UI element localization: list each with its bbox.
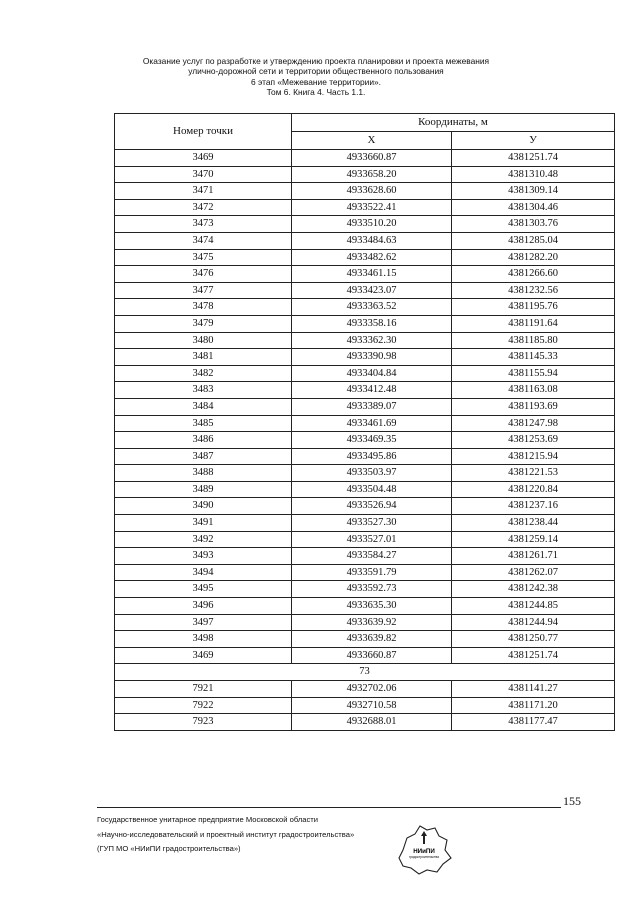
column-header-y: У <box>452 132 615 150</box>
point-number-cell: 3480 <box>115 332 292 349</box>
point-number-cell: 3483 <box>115 382 292 399</box>
logo-subtext: градостроительства <box>409 855 439 859</box>
point-number-cell: 7922 <box>115 697 292 714</box>
point-number-cell: 3472 <box>115 199 292 216</box>
x-coordinate-cell: 4933404.84 <box>292 365 452 382</box>
section-label: 73 <box>115 664 615 681</box>
point-number-cell: 3479 <box>115 315 292 332</box>
y-coordinate-cell: 4381163.08 <box>452 382 615 399</box>
table-body-contour-1 <box>115 150 615 664</box>
x-coordinate-cell: 4933484.63 <box>292 232 452 249</box>
header-line-3: 6 этап «Межевание территории». <box>251 76 381 87</box>
x-coordinate-cell: 4933592.73 <box>292 581 452 598</box>
x-coordinate-cell: 4933482.62 <box>292 249 452 266</box>
table-row <box>115 515 615 532</box>
coordinates-table <box>114 113 615 731</box>
point-number-cell: 3474 <box>115 232 292 249</box>
x-coordinate-cell: 4933423.07 <box>292 282 452 299</box>
table-row <box>115 531 615 548</box>
table-row <box>115 282 615 299</box>
section-row <box>115 664 615 681</box>
y-coordinate-cell: 4381193.69 <box>452 398 615 415</box>
column-header-x: X <box>292 132 452 150</box>
y-coordinate-cell: 4381250.77 <box>452 631 615 648</box>
x-coordinate-cell: 4933389.07 <box>292 398 452 415</box>
table-row <box>115 697 615 714</box>
x-coordinate-cell: 4933591.79 <box>292 564 452 581</box>
y-coordinate-cell: 4381253.69 <box>452 432 615 449</box>
point-number-cell: 3491 <box>115 515 292 532</box>
point-number-cell: 3476 <box>115 266 292 283</box>
point-number-cell: 3484 <box>115 398 292 415</box>
y-coordinate-cell: 4381232.56 <box>452 282 615 299</box>
table-row <box>115 249 615 266</box>
x-coordinate-cell: 4933522.41 <box>292 199 452 216</box>
point-number-cell: 3469 <box>115 150 292 167</box>
x-coordinate-cell: 4933503.97 <box>292 465 452 482</box>
point-number-cell: 3477 <box>115 282 292 299</box>
y-coordinate-cell: 4381259.14 <box>452 531 615 548</box>
table-row <box>115 581 615 598</box>
point-number-cell: 7921 <box>115 681 292 698</box>
y-coordinate-cell: 4381262.07 <box>452 564 615 581</box>
point-number-cell: 3471 <box>115 183 292 200</box>
point-number-cell: 3487 <box>115 448 292 465</box>
point-number-cell: 3496 <box>115 598 292 615</box>
table-row <box>115 631 615 648</box>
x-coordinate-cell: 4933412.48 <box>292 382 452 399</box>
point-number-cell: 3488 <box>115 465 292 482</box>
y-coordinate-cell: 4381171.20 <box>452 697 615 714</box>
y-coordinate-cell: 4381282.20 <box>452 249 615 266</box>
y-coordinate-cell: 4381244.94 <box>452 614 615 631</box>
point-number-cell: 3495 <box>115 581 292 598</box>
x-coordinate-cell: 4933660.87 <box>292 150 452 167</box>
table-row <box>115 150 615 167</box>
table-row <box>115 598 615 615</box>
y-coordinate-cell: 4381285.04 <box>452 232 615 249</box>
x-coordinate-cell: 4933639.92 <box>292 614 452 631</box>
x-coordinate-cell: 4933527.01 <box>292 531 452 548</box>
x-coordinate-cell: 4933628.60 <box>292 183 452 200</box>
footer-line-1: Государственное унитарное предприятие Московской области <box>97 815 319 824</box>
y-coordinate-cell: 4381304.46 <box>452 199 615 216</box>
x-coordinate-cell: 4932710.58 <box>292 697 452 714</box>
point-number-cell: 3492 <box>115 531 292 548</box>
point-number-cell: 3493 <box>115 548 292 565</box>
footer-line-2: «Научно-исследовательский и проектный институт градостроительства» <box>97 829 355 839</box>
y-coordinate-cell: 4381237.16 <box>452 498 615 515</box>
table-row <box>115 232 615 249</box>
table-row <box>115 481 615 498</box>
x-coordinate-cell: 4933526.94 <box>292 498 452 515</box>
point-number-cell: 3490 <box>115 498 292 515</box>
y-coordinate-cell: 4381261.71 <box>452 548 615 565</box>
y-coordinate-cell: 4381155.94 <box>452 365 615 382</box>
y-coordinate-cell: 4381145.33 <box>452 349 615 366</box>
table-row <box>115 315 615 332</box>
point-number-cell: 3498 <box>115 631 292 648</box>
table-row <box>115 398 615 415</box>
header-line-2: улично-дорожной сети и территории общественного пользования <box>188 66 444 77</box>
x-coordinate-cell: 4933527.30 <box>292 515 452 532</box>
logo-text: НИиПИ <box>413 848 435 855</box>
y-coordinate-cell: 4381242.38 <box>452 581 615 598</box>
y-coordinate-cell: 4381220.84 <box>452 481 615 498</box>
x-coordinate-cell: 4933510.20 <box>292 216 452 233</box>
x-coordinate-cell: 4933461.69 <box>292 415 452 432</box>
point-number-cell: 3469 <box>115 647 292 664</box>
y-coordinate-cell: 4381251.74 <box>452 150 615 167</box>
x-coordinate-cell: 4933390.98 <box>292 349 452 366</box>
y-coordinate-cell: 4381191.64 <box>452 315 615 332</box>
y-coordinate-cell: 4381177.47 <box>452 714 615 731</box>
x-coordinate-cell: 4933584.27 <box>292 548 452 565</box>
x-coordinate-cell: 4932688.01 <box>292 714 452 731</box>
y-coordinate-cell: 4381215.94 <box>452 448 615 465</box>
point-number-cell: 3478 <box>115 299 292 316</box>
x-coordinate-cell: 4933363.52 <box>292 299 452 316</box>
table-row <box>115 465 615 482</box>
point-number-cell: 3494 <box>115 564 292 581</box>
point-number-cell: 3489 <box>115 481 292 498</box>
table-body-contour-2 <box>115 681 615 731</box>
x-coordinate-cell: 4933362.30 <box>292 332 452 349</box>
point-number-cell: 3475 <box>115 249 292 266</box>
footer <box>97 813 354 857</box>
page-number: 155 <box>563 794 581 808</box>
y-coordinate-cell: 4381310.48 <box>452 166 615 183</box>
table-row <box>115 448 615 465</box>
table-row <box>115 548 615 565</box>
x-coordinate-cell: 4933639.82 <box>292 631 452 648</box>
x-coordinate-cell: 4933635.30 <box>292 598 452 615</box>
table-row <box>115 681 615 698</box>
table-row <box>115 266 615 283</box>
table-row <box>115 714 615 731</box>
table-row <box>115 432 615 449</box>
table-row <box>115 183 615 200</box>
x-coordinate-cell: 4933469.35 <box>292 432 452 449</box>
point-number-cell: 3497 <box>115 614 292 631</box>
x-coordinate-cell: 4933658.20 <box>292 166 452 183</box>
institute-logo-icon <box>393 820 455 878</box>
x-coordinate-cell: 4933660.87 <box>292 647 452 664</box>
y-coordinate-cell: 4381247.98 <box>452 415 615 432</box>
y-coordinate-cell: 4381303.76 <box>452 216 615 233</box>
point-number-cell: 3486 <box>115 432 292 449</box>
footer-divider <box>97 807 561 808</box>
y-coordinate-cell: 4381185.80 <box>452 332 615 349</box>
y-coordinate-cell: 4381195.76 <box>452 299 615 316</box>
x-coordinate-cell: 4933495.86 <box>292 448 452 465</box>
point-number-cell: 3481 <box>115 349 292 366</box>
point-number-cell: 7923 <box>115 714 292 731</box>
document-header <box>0 56 632 98</box>
table-row <box>115 332 615 349</box>
table-row <box>115 349 615 366</box>
table-row <box>115 166 615 183</box>
table-row <box>115 647 615 664</box>
table-row <box>115 382 615 399</box>
y-coordinate-cell: 4381238.44 <box>452 515 615 532</box>
table-row <box>115 614 615 631</box>
y-coordinate-cell: 4381221.53 <box>452 465 615 482</box>
table-row <box>115 216 615 233</box>
header-line-1: Оказание услуг по разработке и утверждению проекта планировки и проекта межевания <box>142 56 490 66</box>
column-header-coordinates: Координаты, м <box>292 114 615 132</box>
point-number-cell: 3485 <box>115 415 292 432</box>
y-coordinate-cell: 4381141.27 <box>452 681 615 698</box>
table-row <box>115 415 615 432</box>
x-coordinate-cell: 4932702.06 <box>292 681 452 698</box>
x-coordinate-cell: 4933461.15 <box>292 266 452 283</box>
footer-line-3: (ГУП МО «НИиПИ градостроительства») <box>97 844 241 853</box>
y-coordinate-cell: 4381266.60 <box>452 266 615 283</box>
x-coordinate-cell: 4933504.48 <box>292 481 452 498</box>
table-row <box>115 299 615 316</box>
point-number-cell: 3482 <box>115 365 292 382</box>
point-number-cell: 3470 <box>115 166 292 183</box>
point-number-cell: 3473 <box>115 216 292 233</box>
table-row <box>115 199 615 216</box>
y-coordinate-cell: 4381244.85 <box>452 598 615 615</box>
column-header-point-number: Номер точки <box>115 114 292 150</box>
y-coordinate-cell: 4381309.14 <box>452 183 615 200</box>
header-line-4: Том 6. Книга 4. Часть 1.1. <box>266 87 366 98</box>
y-coordinate-cell: 4381251.74 <box>452 647 615 664</box>
table-row <box>115 564 615 581</box>
table-row <box>115 365 615 382</box>
table-row <box>115 498 615 515</box>
x-coordinate-cell: 4933358.16 <box>292 315 452 332</box>
table-section <box>115 664 615 681</box>
